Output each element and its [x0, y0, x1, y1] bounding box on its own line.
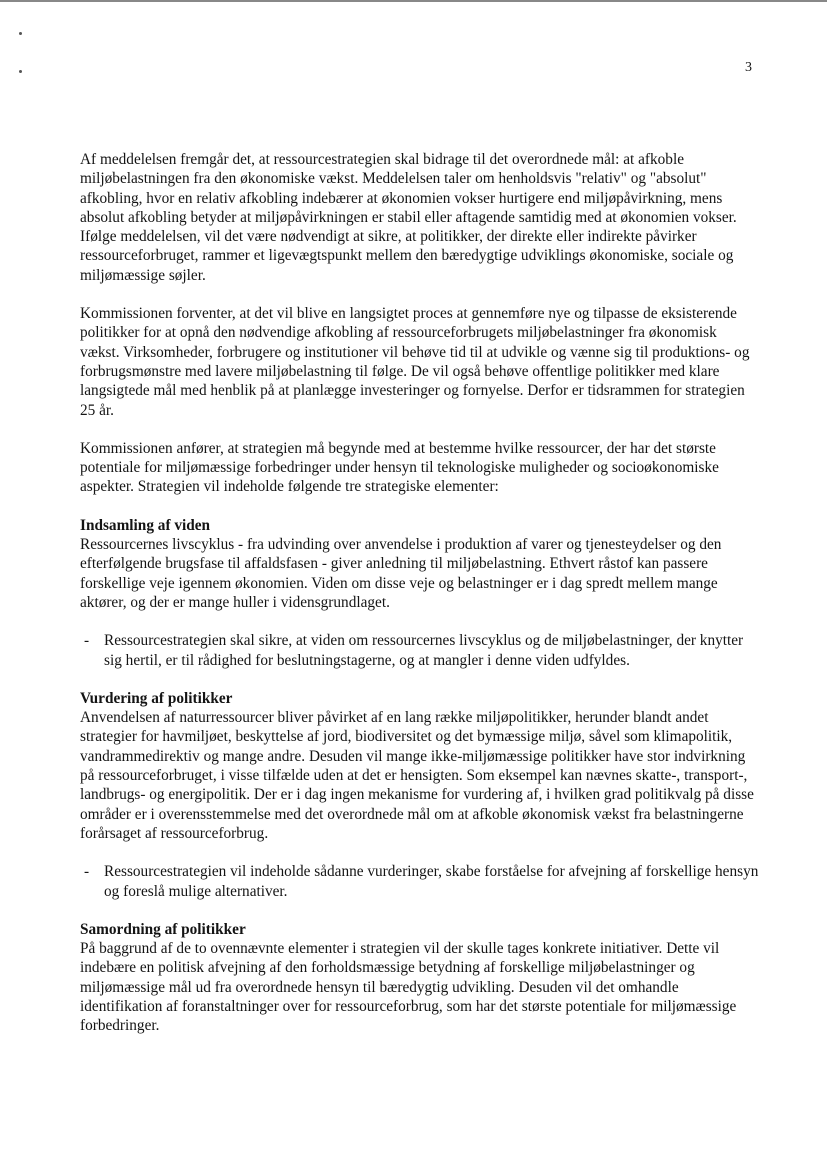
- scan-edge-line: [0, 0, 827, 2]
- section-text: Ressourcernes livscyklus - fra udvinding over anvendelse i produktion af varer og tjenesteydelser og den efterfølgende brugsfase til affaldsfasen - giver anledning til miljøbelastning. Ethvert råstof kan passere forskellige veje igennem økonomien. Viden om disse veje og belastninger er i dag spredt mellem mange aktører, og der er mange huller i vidensgrundlaget.: [80, 536, 722, 611]
- document-body: [80, 150, 760, 1055]
- section-heading: Vurdering af politikker: [80, 689, 233, 707]
- elements-paragraph: Kommissionen anfører, at strategien må begynde med at bestemme hvilke ressourcer, der har det største potentiale for miljømæssige forbedringer under hensyn til teknologiske muligheder og socioøkonomiske aspekter. Strategien vil indeholde følgende tre strategiske elementer:: [80, 439, 719, 496]
- scan-speck: [19, 70, 22, 73]
- section-policy-assessment: [80, 689, 760, 901]
- section-knowledge: [80, 516, 760, 670]
- section-text: Anvendelsen af naturressourcer bliver påvirket af en lang række miljøpolitikker, herunder blandt andet strategier for havmiljøet, beskyttelse af jord, biodiversitet og det bymæssige miljø, såvel som klimapolitik, vandrammedirektiv og mange andre. Desuden vil mange ikke-miljømæssige politikker have stor indvirkning på ressourceforbruget, i visse tilfælde uden at det er hensigten. Som eksempel kan nævnes skatte-, transport-, landbrugs- og energipolitik. Der er i dag ingen mekanisme for vurdering af, i hvilken grad politikvalg på disse områder er i overensstemmelse med det overordnede mål om at afkoble økonomisk vækst fra belastningerne forårsaget af ressourceforbrug.: [80, 709, 754, 842]
- bullet-item: [80, 862, 760, 901]
- bullet-text: Ressourcestrategien vil indeholde sådanne vurderinger, skabe forståelse for afvejning af forskellige hensyn og foreslå mulige alternativer.: [104, 863, 759, 900]
- bullet-text: Ressourcestrategien skal sikre, at viden om ressourcernes livscyklus og de miljøbelastninger, der knytter sig hertil, er til rådighed for beslutningstagerne, og at mangler i denne viden udfyldes.: [104, 632, 744, 669]
- timeframe-paragraph: Kommissionen forventer, at det vil blive en langsigtet proces at gennemføre nye og tilpasse de eksisterende politikker for at opnå den nødvendige afkobling af ressourceforbrugets miljøbelastninger fra økonomisk vækst. Virksomheder, forbrugere og institutioner vil behøve tid til at udvikle og vænne sig til produktions- og forbrugsmønstre med lavere miljøbelastning til følge. De vil også behøve offentlige politikker med klare langsigtede mål med henblik på at planlægge investeringer og fornyelse. Derfor er tidsrammen for strategien 25 år.: [80, 305, 750, 419]
- section-heading: Samordning af politikker: [80, 920, 246, 938]
- scan-speck: [19, 32, 22, 35]
- section-text: På baggrund af de to ovennævnte elementer i strategien vil der skulle tages konkrete initiativer. Dette vil indebære en politisk afvejning af den forholdsmæssige betydning af forskellige miljøbelastninger og miljømæssige mål ud fra overordnede hensyn til bæredygtig udvikling. Desuden vil det omhandle identifikation af foranstaltninger over for ressourceforbrug, som har det største potentiale for miljømæssige forbedringer.: [80, 940, 737, 1035]
- intro-paragraph: Af meddelelsen fremgår det, at ressourcestrategien skal bidrage til det overordnede mål: at afkoble miljøbelastningen fra den økonomiske vækst. Meddelelsen taler om henholdsvis "relativ" og "absolut" afkobling, hvor en relativ afkobling indebærer at økonomien vokser hurtigere end miljøpåvirkning, mens absolut afkobling betyder at miljøpåvirkningen er stabil eller aftagende samtidig med at økonomien vokser. Ifølge meddelelsen, vil det være nødvendigt at sikre, at politikker, der direkte eller indirekte påvirker ressourceforbruget, rammer et ligevægtspunkt mellem den bæredygtige udviklings økonomiske, sociale og miljømæssige søjler.: [80, 151, 737, 284]
- page-number: 3: [745, 60, 752, 75]
- section-heading: Indsamling af viden: [80, 516, 211, 534]
- section-policy-coordination: [80, 920, 760, 1036]
- bullet-item: [80, 631, 760, 670]
- bullet-dash: -: [84, 632, 90, 650]
- bullet-dash: -: [84, 863, 90, 881]
